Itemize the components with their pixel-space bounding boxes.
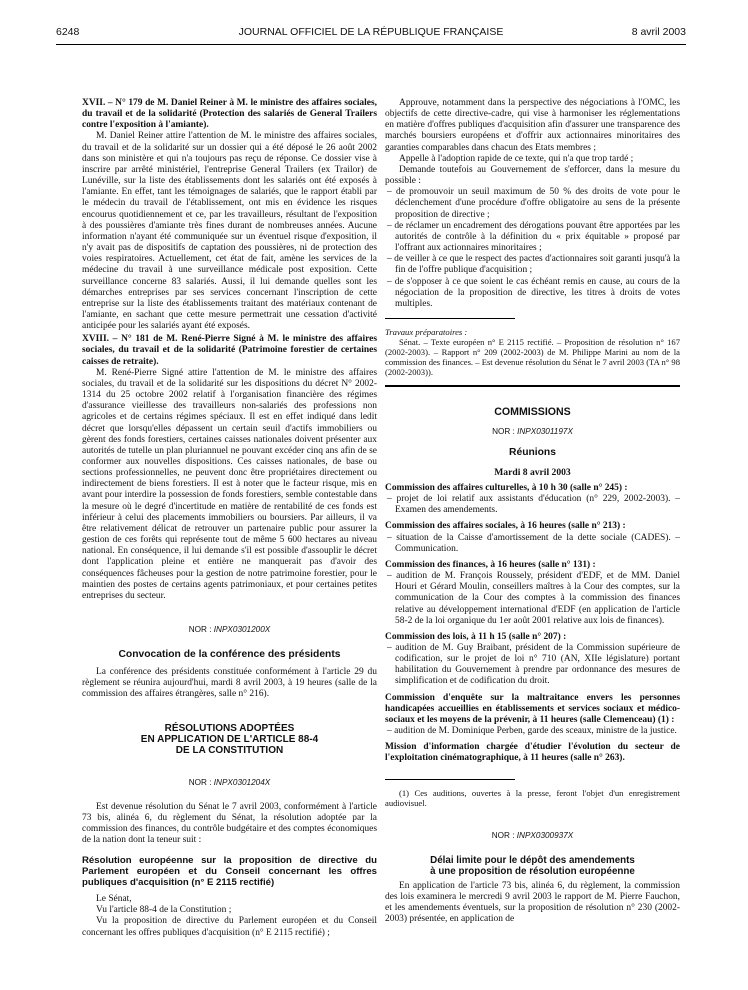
commission-culture-item: – projet de loi relatif aux assistants d'éducation (n° 229, 2002-2003). – Examen des amendements. (387, 494, 680, 516)
demand-item-2: – de réclamer un encadrement des dérogations pouvant être apportées par les autorités de contrôle à la définition du « prix équitable » proposé par l'offrant aux actionnaires minoritaires ; (387, 220, 680, 254)
travaux-body: Sénat. – Texte européen n° E 2115 rectifié. – Proposition de résolution n° 167 (2002-2003). – Rapport n° 209 (2002-2003) de M. Philippe Marini au nom de la commission des finances. – Est devenue résolution du Sénat le 7 avril 2003 (TA n° 98 (2002-2003)). (385, 336, 680, 377)
commission-social-head: Commission des affaires sociales, à 16 heures (salle n° 213) : (385, 521, 626, 532)
travaux-label: Travaux préparatoires : (385, 326, 468, 337)
commission-lois-head: Commission des lois, à 11 h 15 (salle n° 207) : (385, 631, 567, 642)
right-column (385, 98, 680, 925)
meeting-date: Mardi 8 avril 2003 (494, 466, 571, 478)
nor-reference-3: NOR : INPX0301197X (492, 427, 573, 437)
convocation-title: Convocation de la conférence des présidents (118, 649, 341, 661)
left-column (82, 98, 377, 939)
commission-enquete-item: – audition de M. Dominique Perben, garde des sceaux, ministre de la justice. (387, 726, 677, 737)
vu-constitution: Vu l'article 88-4 de la Constitution ; (96, 905, 232, 916)
demand-item-4: – de s'opposer à ce que soient le cas échéant remis en cause, au cours de la négociation de la proposition de directive, les titres à droits de votes multiples. (387, 276, 680, 309)
mission-information-head: Mission d'information chargée d'étudier l'évolution du secteur de l'exploitation cinématographique, à 11 heures (salle n° 263). (385, 742, 680, 764)
approuve-paragraph: Approuve, notamment dans la perspective des négociations à l'OMC, les objectifs de cette directive-cadre, qui vise à harmoniser les réglementations en matière d'offres publiques d'acquisition afin d'assurer une transparence des marchés boursiers européens et d'offrir aux actionnaires minoritaires des garanties comparables dans chacun des Etats membres ; (385, 98, 680, 153)
question-181-body: M. René-Pierre Signé attire l'attention de M. le ministre des affaires sociales, du travail et de la solidarité sur les dispositions du décret N° 2002-1314 du 25 octobre 2002 relatif à l'organisation financière des régimes d'assurance vieillesse des travailleurs non-salariés des professions non agricoles et de certains régimes spéciaux. Il est en effet indiqué dans ledit décret que lorsqu'elles dépassent un certain seuil d'actifs immobiliers ou gèrent des fonds forestiers, certaines caisses nationales doivent présenter aux autorités de tutelle un plan pluriannuel ne pouvant excéder cinq ans afin de se conformer aux nouvelles dispositions. Ces caisses nationales, de base ou sections professionnelles, ne peuvent donc être propriétaires directement ou indirectement de biens forestiers. Il est à noter que le facteur risque, mis en avant pour interdire la possession de fonds forestiers, semble contestable dans la mesure où le degré d'incertitude en matière de rentabilité de ces fonds est inférieur à celui des placements immobiliers ou boursiers. Par ailleurs, il va être relativement délicat de retrouver un partenaire public pour assurer la gestion de ces forêts qui représente tout de même 5 600 hectares au niveau national. En conséquence, il lui demande s'il est possible d'assouplir le décret dont l'application pleine et entière ne manquerait pas d'avoir des conséquences fâcheuses pour la gestion de notre patrimoine forestier, pour le maintien des postes de certains agents patrimoniaux, et pour certaines petites entreprises du secteur. (82, 367, 377, 601)
question-179-body: M. Daniel Reiner attire l'attention de M. le ministre des affaires sociales, du travail et de la solidarité sur un dossier qui a été déposé le 26 août 2002 dans son ministère et qui n'a toujours pas reçu de réponse. Ce dossier vise à inscrire par arrêté ministériel, l'entreprise General Trailers (ex Trailor) de Lunéville, sur la liste des établissements dont les salariés ont été exposés à l'amiante. En effet, tant les témoignages de salariés, que le rapport établi par le médecin du travail de l'établissement, ont mis en évidence les risques encourus quotidiennement et ce, par les travailleurs, résultant de l'exposition à des poussières d'amiante très fines durant de nombreuses années. Aucune information n'ayant été communiquée sur un éventuel risque d'exposition, il n'y avait pas de dispositifs de captation des poussières, ni de protection des voies respiratoires. Actuellement, cet état de fait, amène les services de la médecine du travail à une surveillance médicale post exposition. Cette surveillance concerne 83 salariés. Aussi, il lui demande quelles sont les démarches entreprises par ses services concernant l'inscription de cette entreprise sur la liste des établissements traitant des matériaux contenant de l'amiante, en sachant que cette mesure permettrait une cessation d'activité anticipée pour les salariés ayant été exposés. (82, 131, 377, 332)
demande-paragraph: Demande toutefois au Gouvernement de s'efforcer, dans la mesure du possible : (385, 164, 680, 187)
convocation-body: La conférence des présidents constituée conformément à l'article 29 du règlement se réunira aujourd'hui, mardi 8 avril 2003, à 19 heures (salle de la commission des affaires étrangères, salle n° 216). (82, 666, 377, 699)
footnote: (1) Ces auditions, ouvertes à la presse, feront l'objet d'un enregistrement audiovisuel. (385, 787, 680, 808)
question-179-title: XVII. – N° 179 de M. Daniel Reiner à M. le ministre des affaires sociales, du travail et de la solidarité (Protection des salariés de General Trailers contre l'exposition à l'amiante). (82, 98, 377, 131)
travaux-preparatoires (385, 327, 680, 377)
commission-finances-head: Commission des finances, à 16 heures (salle n° 131) : (385, 559, 596, 570)
delai-title: Délai limite pour le dépôt des amendements à une proposition de résolution européenne (430, 854, 635, 877)
nor-reference-2: NOR : INPX0301204X (188, 777, 271, 787)
appelle-paragraph: Appelle à l'adoption rapide de ce texte, qui n'a que trop tardé ; (399, 153, 634, 164)
journal-title: JOURNAL OFFICIEL DE LA RÉPUBLIQUE FRANÇAISE (238, 26, 504, 38)
question-181-title: XVIII. – N° 181 de M. René-Pierre Signé à M. le ministre des affaires sociales, du travail et de la solidarité (Patrimoine forestier de certaines caisses de retraite). (82, 334, 377, 367)
separator (385, 318, 515, 319)
nor-reference-4: NOR : INPX0300937X (491, 830, 574, 840)
section-rule (385, 385, 680, 387)
commissions-title: COMMISSIONS (494, 405, 571, 418)
header-rule (56, 44, 686, 45)
nor-reference-1: NOR : INPX0301200X (188, 625, 271, 635)
resolution-intro: Est devenue résolution du Sénat le 7 avril 2003, conformément à l'article 73 bis, alinéa 6, du règlement du Sénat, la résolution adoptée par la commission des finances, du contrôle budgétaire et des comptes économiques de la nation dont la teneur suit : (82, 801, 377, 846)
issue-date: 8 avril 2003 (631, 26, 686, 38)
page-number: 6248 (56, 26, 80, 38)
delai-body: En application de l'article 73 bis, alinéa 6, du règlement, la commission des lois examinera le mercredi 9 avril 2003 le rapport de M. Pierre Fauchon, et les amendements éventuels, sur la proposition de résolution n° 230 (2002-2003) présentée, en application de (385, 880, 680, 925)
commission-social-item: – situation de la Caisse d'amortissement de la dette sociale (CADES). – Communication. (387, 532, 680, 554)
demand-item-3: – de veiller à ce que le respect des pactes d'actionnaires soit garanti jusqu'à la fin de l'offre publique d'acquisition ; (387, 254, 680, 276)
page-header (56, 26, 686, 42)
le-senat: Le Sénat, (96, 894, 132, 905)
reunions-title: Réunions (509, 447, 556, 459)
commission-enquete-head: Commission d'enquête sur la maltraitance envers les personnes handicapées accueillies en établissements et services sociaux et médico-sociaux et les moyens de la prévenir, à 11 heures (salle Clemenceau) (1) : (385, 692, 680, 725)
vu-proposition: Vu la proposition de directive du Parlement européen et du Conseil concernant les offres publiques d'acquisition (n° E 2115 rectifié) ; (82, 916, 377, 938)
demand-item-1: – de promouvoir un seuil maximum de 50 % des droits de vote pour le déclenchement d'une procédure d'offre obligatoire au sens de la présente proposition de directive ; (387, 187, 680, 220)
footnote-separator (385, 779, 515, 780)
commission-culture-head: Commission des affaires culturelles, à 10 h 30 (salle n° 245) : (385, 482, 628, 493)
resolutions-title: RÉSOLUTIONS ADOPTÉES EN APPLICATION DE L'ARTICLE 88-4 DE LA CONSTITUTION (140, 723, 319, 756)
resolution-subtitle: Résolution européenne sur la proposition de directive du Parlement européen et du Conseil concernant les offres publiques d'acquisition (n° E 2115 rectifié) (82, 855, 377, 888)
commission-finances-item: – audition de M. François Roussely, président d'EDF, et de MM. Daniel Houri et Gérard Moulin, conseillers maîtres à la Cour des comptes, sur la communication de la Cour des comptes à la commission des finances relative au développement international d'EDF (en application de l'article 58-2 de la loi organique du 1er août 2001 relative aux lois de finances). (387, 571, 680, 626)
commission-lois-item: – audition de M. Guy Braibant, président de la Commission supérieure de codification, sur le projet de loi n° 710 (AN, XIIe législature) portant habilitation du Gouvernement à prendre par ordonnance des mesures de simplification et de codification du droit. (387, 642, 680, 687)
